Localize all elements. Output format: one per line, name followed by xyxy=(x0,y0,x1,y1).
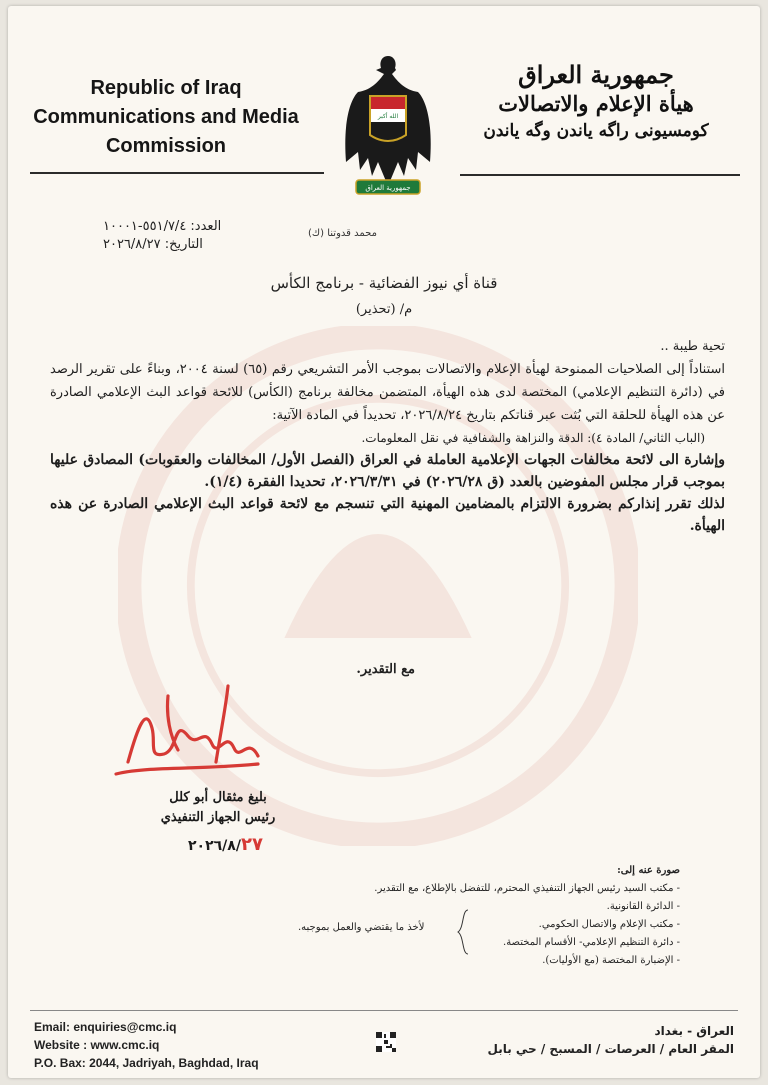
handwritten-signature xyxy=(108,666,308,786)
signature-date-prefix: ٢٠٢٦/٨/ xyxy=(188,838,241,854)
copies-item: - دائرة التنظيم الإعلامي- الأقسام المختصة. xyxy=(503,937,680,948)
footer-po-box: P.O. Bax: 2044, Jadriyah, Baghdad, Iraq xyxy=(34,1056,259,1070)
letter-page xyxy=(8,6,760,1078)
curly-bracket xyxy=(456,908,470,956)
drafter-initials: محمد قدوتنا (ك) xyxy=(308,228,377,239)
iraq-eagle-emblem xyxy=(338,52,438,202)
header-rule-right xyxy=(460,174,740,176)
signer-name: بليغ مثقال أبو كلل xyxy=(169,790,267,805)
letter-body xyxy=(50,336,725,537)
addressee: قناة أي نيوز الفضائية - برنامج الكأس xyxy=(270,274,498,292)
copies-list xyxy=(260,862,680,970)
flag-takbir-text: الله أكبر xyxy=(377,113,399,120)
qr-code-icon xyxy=(376,1032,396,1052)
footer-rule xyxy=(30,1010,738,1011)
paragraph-3: لذلك تقرر إنذاركم بضرورة الالتزام بالمضامين المهنية التي تنسجم مع لائحة قواعد البث الإعلامي الصادرة عن هذه الهيأة. xyxy=(50,496,725,534)
reference-date: التاريخ: ٢٠٢٦/٨/٢٧ xyxy=(103,237,203,252)
paragraph-2: وإشارة الى لائحة مخالفات الجهات الإعلامية العاملة في العراق (الفصل الأول/ المخالفات والعقوبات) المصادق عليها بموجب قرار مجلس المفوضين بالعدد (ق ٢٠٢٦/٢٨) في ٢٠٢٦/٣/٣١، تحديدا الفقرة (١/٤). xyxy=(50,452,725,490)
footer-website: Website : www.cmc.iq xyxy=(34,1038,160,1052)
copies-item: - الدائرة القانونية. xyxy=(606,901,680,912)
signer-block xyxy=(118,788,318,828)
bracket-note: لأخذ ما يقتضي والعمل بموجبه. xyxy=(298,922,425,933)
signature-date xyxy=(188,834,263,855)
signature-date-day: ٢٧ xyxy=(240,834,263,855)
signer-title: رئيس الجهاز التنفيذي xyxy=(160,810,276,825)
copies-item: - الإضبارة المختصة (مع الأوليات). xyxy=(542,955,680,966)
english-header-line-1: Republic of Iraq xyxy=(90,77,242,99)
emblem-label: جمهورية العراق xyxy=(365,184,411,192)
footer-address xyxy=(488,1022,735,1058)
english-header xyxy=(16,74,316,161)
english-header-line-3: Commission xyxy=(105,135,227,157)
greeting: تحية طيبة .. xyxy=(660,339,725,354)
reference-number: العدد: ٥٥١/٧/٤-١٠٠٠١ xyxy=(103,219,222,234)
article-reference: (الباب الثاني/ المادة ٤): الدقة والنزاهة والشفافية في نقل المعلومات. xyxy=(361,431,705,445)
header-rule-left xyxy=(30,172,324,174)
footer-email: Email: enquiries@cmc.iq xyxy=(34,1020,177,1034)
paragraph-1: استناداً إلى الصلاحيات الممنوحة لهيأة الإعلام والاتصالات بموجب الأمر التشريعي رقم (٦٥) لسنة ٢٠٠٤، وبناءً على تقرير الرصد في (دائرة التنظيم الإعلامي) المختصة لدى هذه الهيأة، المتضمن مخالفة برنامج (الكأس) للائحة قواعد البث الإعلامي الصادرة عن هذه الهيأة للحلقة التي بُثت عبر قناتكم بتاريخ ٢٠٢٦/٨/٢٤، تحديداً في المادة الآتية: xyxy=(50,362,725,423)
english-header-line-2: Communications and Media xyxy=(33,106,299,128)
footer-contact xyxy=(34,1018,259,1072)
subject-line: م/ (تحذير) xyxy=(355,302,413,317)
arabic-header-line-2: هيأة الإعلام والاتصالات xyxy=(498,91,694,116)
footer-city: العراق - بغداد xyxy=(654,1024,734,1038)
copies-item: - مكتب السيد رئيس الجهاز التنفيذي المحترم، للتفضل بالإطلاع، مع التقدير. xyxy=(374,883,680,894)
copies-item: - مكتب الإعلام والاتصال الحكومي. xyxy=(538,919,680,930)
closing-regards: مع التقدير. xyxy=(356,662,415,677)
reference-block xyxy=(103,218,263,254)
copies-heading: صورة عنه إلى: xyxy=(617,865,680,876)
footer-street: المقر العام / العرصات / المسبح / حي بابل xyxy=(487,1042,734,1056)
arabic-header-line-3: كومسيونى راگه ياندن وگه ياندن xyxy=(483,121,709,141)
arabic-header-line-1: جمهورية العراق xyxy=(518,60,674,89)
arabic-header xyxy=(446,60,746,144)
